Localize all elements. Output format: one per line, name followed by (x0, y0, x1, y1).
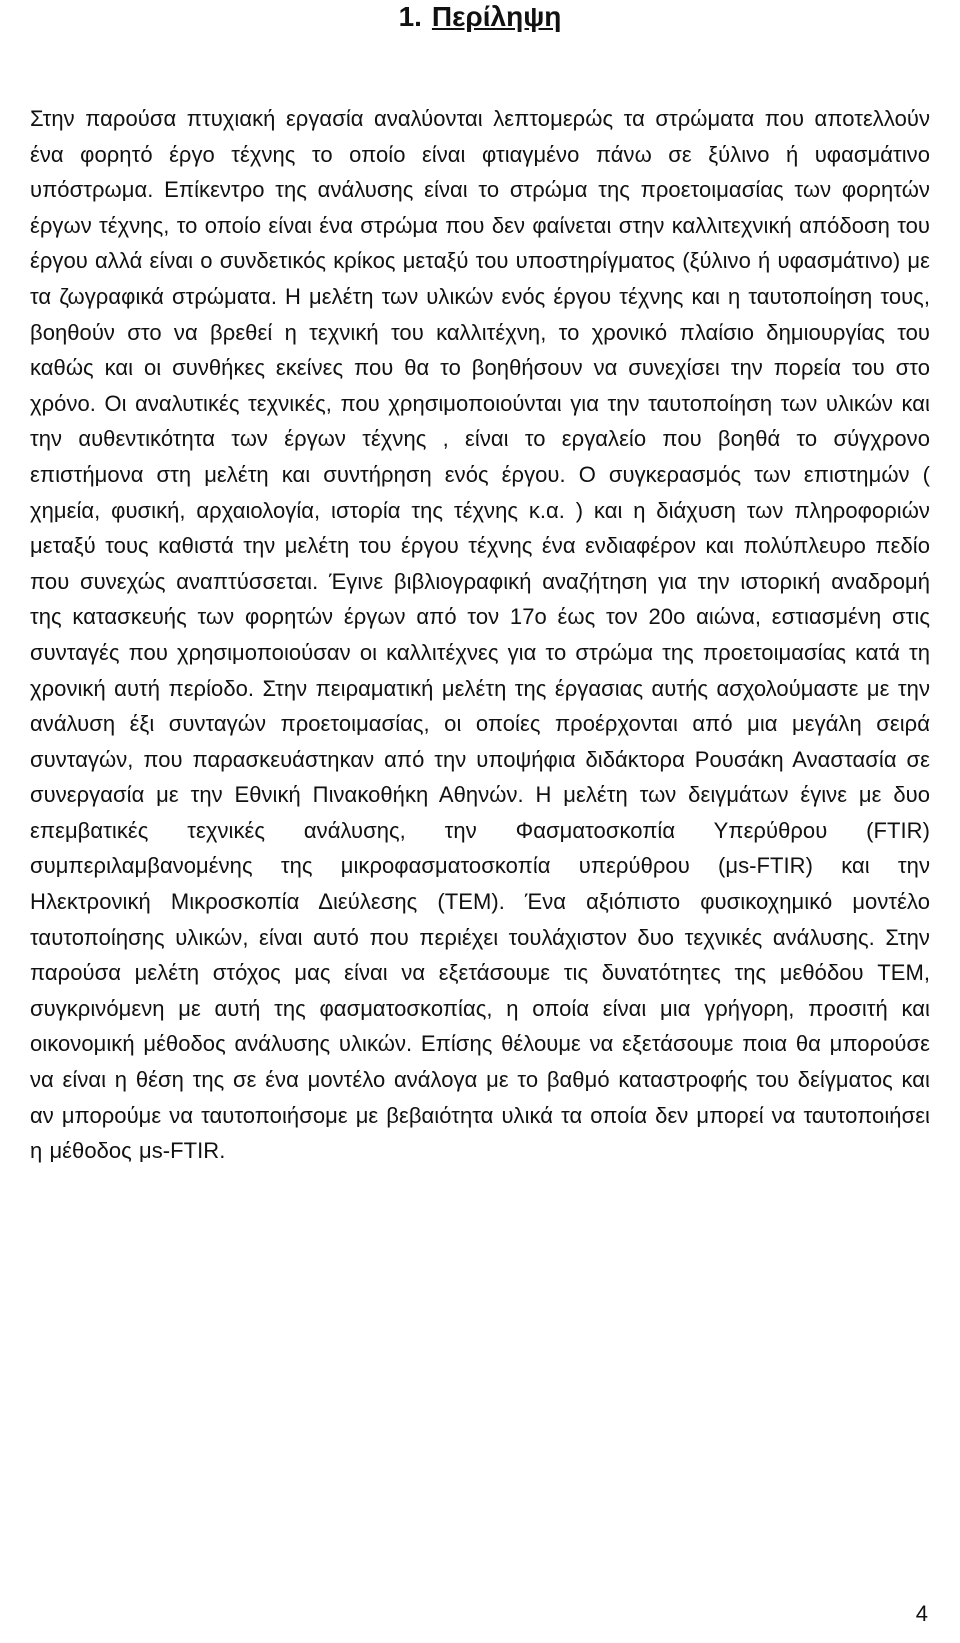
page-number: 4 (915, 1601, 928, 1626)
section-heading (0, 0, 960, 34)
section-number: 1. (398, 1, 422, 32)
abstract-paragraph: Στην παρούσα πτυχιακή εργασία αναλύονται λεπτομερώς τα στρώματα που αποτελλούν ένα φορητό έργο τέχνης το οποίο είναι φτιαγμένο πάνω σε ξύλινο ή υφασμάτινο υπόστρωμα. Επίκεντρο της ανάλυσης είναι το στρώμα της προετοιμασίας των φορητών έργων τέχνης, το οποίο είναι ένα στρώμα που δεν φαίνεται στην καλλιτεχνική απόδοση του έργου αλλά είναι ο συνδετικός κρίκος μεταξύ του υποστηρίγματος (ξύλινο ή υφασμάτινο) με τα ζωγραφικά στρώματα. Η μελέτη των υλικών ενός έργου τέχνης και η ταυτοποίηση τους, βοηθούν στο να βρεθεί η τεχνική του καλλιτέχνη, το χρονικό πλαίσιο δημιουργίας του καθώς και οι συνθήκες εκείνες που θα το βοηθήσουν να συνεχίσει την πορεία του στο χρόνο. Οι αναλυτικές τεχνικές, που χρησιμοποιούνται για την ταυτοποίηση των υλικών και την αυθεντικότητα των έργων τέχνης , είναι το εργαλείο που βοηθά το σύγχρονο επιστήμονα στη μελέτη και συντήρηση ενός έργου. Ο συγκερασμός των επιστημών ( χημεία, φυσική, αρχαιολογία, ιστορία της τέχνης κ.α. ) και η διάχυση των πληροφοριών μεταξύ τους καθιστά την μελέτη του έργου τέχνης ένα ενδιαφέρον και πολύπλευρο πεδίο που συνεχώς αναπτύσσεται. Έγινε βιβλιογραφική αναζήτηση για την ιστορική αναδρομή της κατασκευής των φορητών έργων από τον 17ο έως τον 20ο αιώνα, εστιασμένη στις συνταγές που χρησιμοποιούσαν οι καλλιτέχνες για το στρώμα της προετοιμασίας κατά τη χρονική αυτή περίοδο. Στην πειραματική μελέτη της έργασιας αυτής ασχολούμαστε με την ανάλυση έξι συνταγών προετοιμασίας, οι οποίες προέρχονται από μια μεγάλη σειρά συνταγών, που παρασκευάστηκαν από την υποψήφια διδάκτορα Ρουσάκη Αναστασία σε συνεργασία με την Εθνική Πινακοθήκη Αθηνών. Η μελέτη των δειγμάτων έγινε με δυο επεμβατικές τεχνικές ανάλυσης, την Φασματοσκοπία Υπερύθρου (FTIR) συμπεριλαμβανομένης της μικροφασματοσκοπία υπερύθρου (μs-FTIR) και την Ηλεκτρονική Μικροσκοπία Διεύλεσης (TEM). Ένα αξιόπιστο φυσικοχημικό μοντέλο ταυτοποίησης υλικών, είναι αυτό που περιέχει τουλάχιστον δυο τεχνικές ανάλυσης. Στην παρούσα μελέτη στόχος μας είναι να εξετάσουμε τις δυνατότητες της μεθόδου TEM, συγκρινόμενη με αυτή της φασματοσκοπίας, η οποία είναι μια γρήγορη, προσιτή και οικονομική μέθοδος ανάλυσης υλικών. Επίσης θέλουμε να εξετάσουμε ποια θα μπορούσε να είναι η θέση της σε ένα μοντέλο ανάλογα με το βαθμό καταστροφής του δείγματος και αν μπορούμε να ταυτοποιήσομε με βεβαιότητα υλικά τα οποία δεν μπορεί να ταυτοποιήσει η μέθοδος μs-FTIR. (30, 106, 930, 1164)
section-title: Περίληψη (431, 1, 562, 32)
